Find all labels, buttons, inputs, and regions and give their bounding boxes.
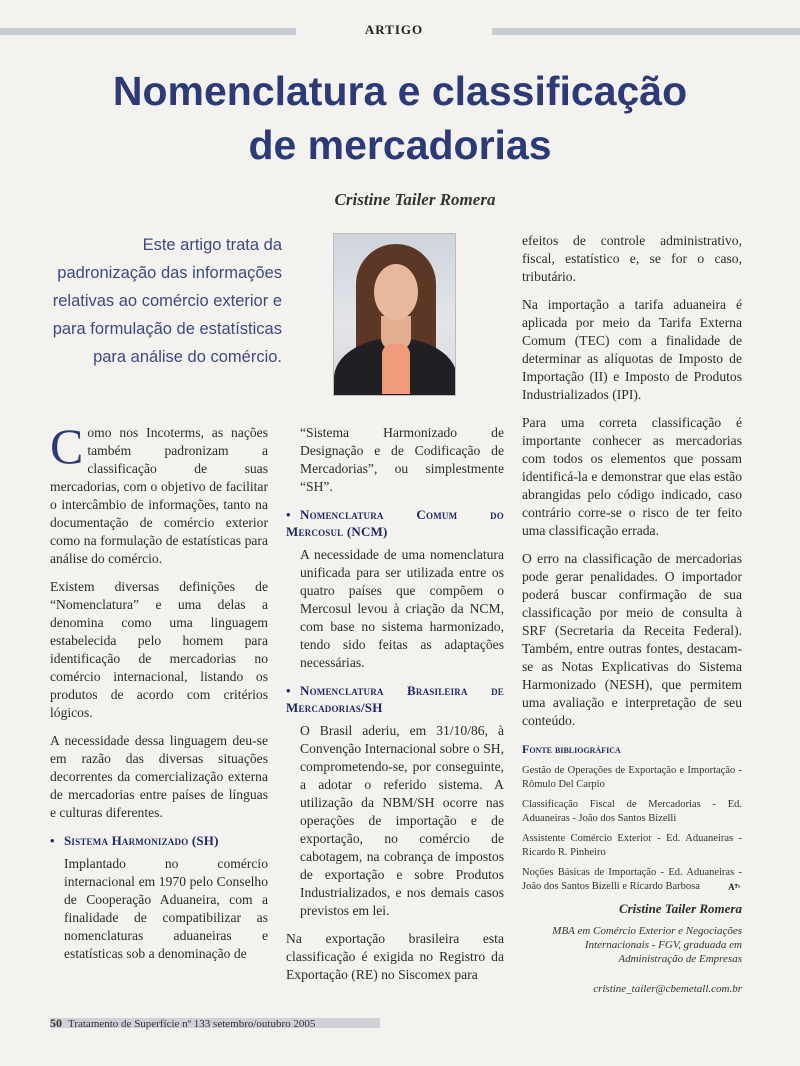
title-line-2: de mercadorias [248,122,552,168]
bullet-icon: • [286,507,291,522]
top-rule-left [0,28,296,35]
page-number: 50 [50,1016,62,1030]
end-mark: Aᵀˢ [728,882,740,892]
col2-nbm-text: O Brasil aderiu, em 31/10/86, à Convenção Internacional sobre o SH, comprometendo-se, por conseguinte, a adotar o referido sistema. A utilização da NBM/SH ocorre nas operações de importação e de exportação, no comércio de cabotagem, na cobrança de impostos de exportação e sobre Produtos Industrializados, e nos demais casos previstos em lei. [300,723,504,918]
col1-sh-text: Implantado no comércio internacional em 1970 pelo Conselho de Cooperação Aduaneira, com a finalidade de compatibilizar as nomenclaturas aduaneiras e estatísticas sob a denominação de [64,856,268,961]
bibliography-item-text: Noções Básicas de Importação - Ed. Aduaneiras - João dos Santos Bizelli e Ricardo Barbosa [522,867,742,892]
bibliography-heading: Fonte bibliográfica [522,742,621,756]
photo-face [374,264,418,320]
subhead-ncm-text: Nomenclatura Comum do Mercosul (NCM) [286,507,504,539]
bibliography-item: Gestão de Operações de Exportação e Importação - Rômulo Del Carpio [522,765,742,790]
col3-paragraph-2: Na importação a tarifa aduaneira é aplicada por meio da Tarifa Externa Comum (TEC) com a finalidade de determinar as alíquotas de Imposto de Importação (II) e Imposto de Produtos Industrializados (IPI). [522,297,742,402]
lead-paragraph: Este artigo trata da padronização das informações relativas ao comércio exterior e para formulação de estatísticas para análise do comércio. [52,236,282,366]
title-line-1: Nomenclatura e classificação [112,68,688,114]
article-title [40,64,760,172]
top-rule-right [492,28,800,35]
col3-paragraph-4: O erro na classificação de mercadorias pode gerar penalidades. O importador poderá buscar confirmação de sua classificação por meio de consulta à SRF (Secretaria da Receita Federal). Também, entre outras fontes, destacam-se as Notas Explicativas do Sistema Harmonizado (NESH), que permitem uma avaliação e interpretação de seu conteúdo. [522,551,742,728]
col2-ncm-text: A necessidade de uma nomenclatura unificada para ser utilizada entre os quatro países que compõem o Mercosul levou à criação da NCM, com base no sistema harmonizado, tendo sido feitas as adaptações necessárias. [300,547,504,670]
bibliography-item: Assistente Comércio Exterior - Ed. Aduaneiras - Ricardo R. Pinheiro [522,833,742,858]
column-1 [50,418,268,973]
subhead-sh [50,832,268,849]
col2-export-text: Na exportação brasileira esta classificação é exigida no Registro da Exportação (RE) no Siscomex para [286,931,504,982]
author-email: cristine_tailer@cbemetall.com.br [593,983,742,995]
subhead-ncm [286,506,504,540]
bibliography-item [522,866,742,894]
subhead-nbm-text: Nomenclatura Brasileira de Mercadorias/SH [286,683,504,715]
subhead-nbm [286,682,504,716]
photo-top [382,344,410,394]
subhead-sh-text: Sistema Harmonizado (SH) [64,833,219,848]
author-bio: MBA em Comércio Exterior e Negociações Internacionais - FGV, graduada em Administração de Empresas [552,925,742,965]
col1-p1-text: omo nos Incoterms, as nações também padronizam a classificação de suas mercadorias, com o objetivo de facilitar o intercâmbio de informações, tanto na documentação de comércio exterior como na formulação de estatísticas para análise do comércio. [50,425,268,566]
col3-paragraph-1: efeitos de controle administrativo, fiscal, estatístico e, se for o caso, tributário. [522,233,742,284]
author-photo [333,233,456,396]
bibliography-item: Classificação Fiscal de Mercadorias - Ed. Aduaneiras - João dos Santos Bizelli [522,799,742,824]
bullet-icon: • [286,683,291,698]
author-signature: Cristine Tailer Romera [618,901,742,916]
page-footer [50,1016,750,1032]
column-2 [286,424,504,994]
footer-text: Tratamento de Superfície nº 133 setembro/outubro 2005 [68,1018,316,1030]
column-3 [522,232,742,998]
col1-paragraph-1 [50,418,268,568]
drop-cap: C [50,418,84,474]
section-label: ARTIGO [364,22,424,37]
col1-paragraph-3: A necessidade dessa linguagem deu-se em razão das diversas situações decorrentes da comercialização externa de mercadorias entre países de línguas e culturas diferentes. [50,733,268,820]
col1-paragraph-2: Existem diversas definições de “Nomenclatura” e uma delas a denomina como uma linguagem estabelecida pelo homem para identificação de mercadorias no comércio internacional, listando os produtos de acordo com critérios lógicos. [50,579,268,720]
author-byline: Cristine Tailer Romera [334,190,496,209]
bullet-icon: • [50,833,55,848]
col3-paragraph-3: Para uma correta classificação é importante conhecer as mercadorias com todos os elementos que possam identificá-la e demonstrar que elas estão abrangidas pelo código indicado, caso contrário corre-se o risco de ter feito uma classificação errada. [522,415,742,538]
col2-sh-continued: “Sistema Harmonizado de Designação e de Codificação de Mercadorias”, ou simplestmente “SH”. [300,425,504,494]
